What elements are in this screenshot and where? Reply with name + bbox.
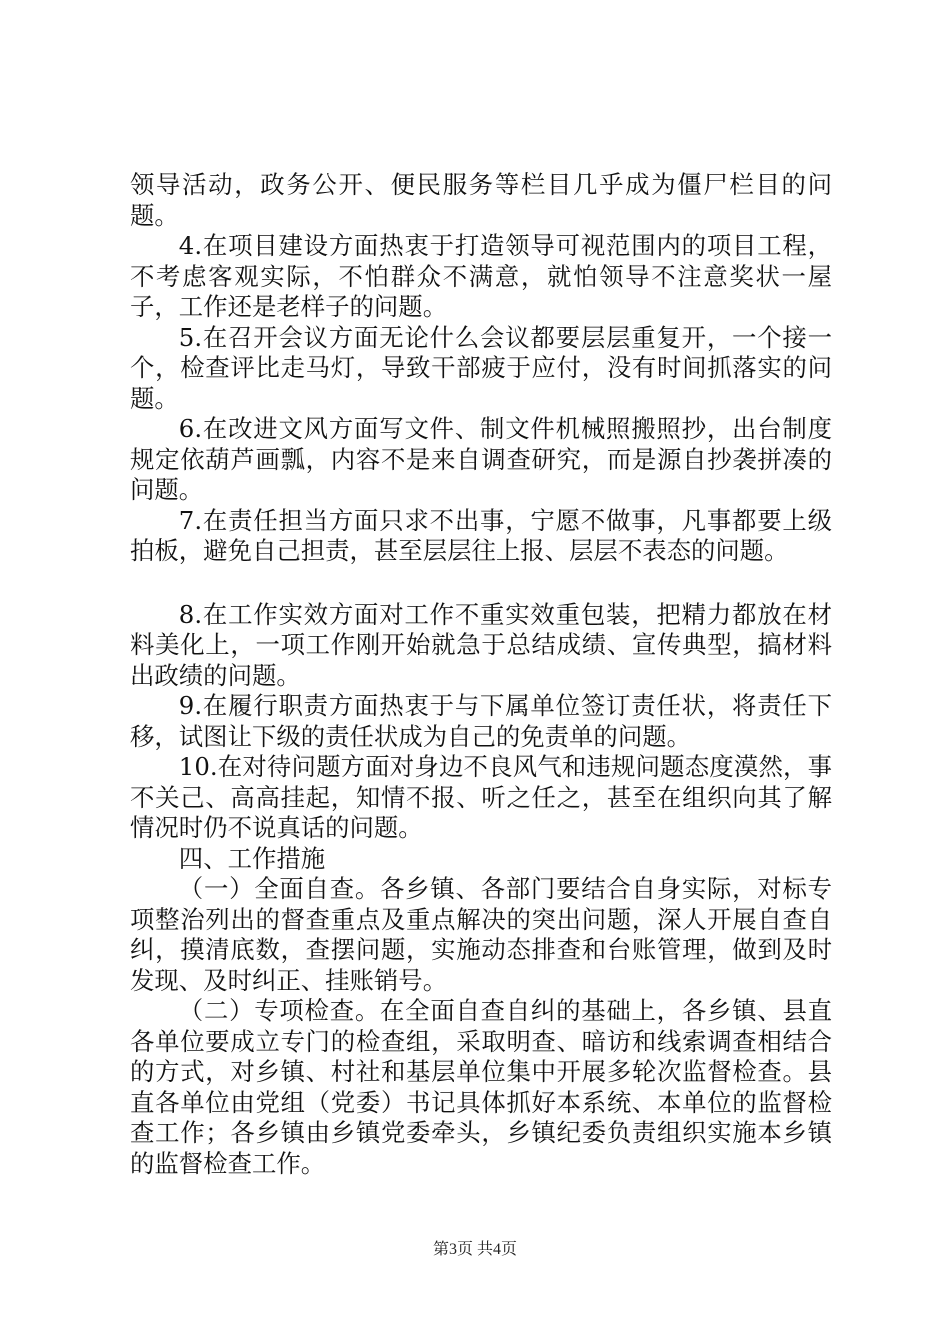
section-heading-work-measures: 四、工作措施 xyxy=(178,843,326,873)
paragraph-item-7: 7.在责任担当方面只求不出事，宁愿不做事，凡事都要上级拍板，避免自己担责，甚至层层往上报、层层不表态的问题。 xyxy=(130,505,832,565)
paragraph-item-6: 6.在改进文风方面写文件、制文件机械照搬照抄，出台制度规定依葫芦画瓢，内容不是来自调查研究，而是源自抄袭拼凑的问题。 xyxy=(130,414,832,504)
document-body xyxy=(130,170,832,1179)
paragraph-item-10: 10.在对待问题方面对身边不良风气和违规问题态度漠然，事不关己、高高挂起，知情不报、听之任之，甚至在组织向其了解情况时仍不说真话的问题。 xyxy=(130,752,832,842)
paragraph-special-inspection: （二）专项检查。在全面自查自纠的基础上，各乡镇、县直各单位要成立专门的检查组，采取明查、暗访和线索调查相结合的方式，对乡镇、村社和基层单位集中开展多轮次监督检查。县直各单位由党组（党委）书记具体抓好本系统、本单位的监督检查工作；各乡镇由乡镇党委牵头，乡镇纪委负责组织实施本乡镇的监督检查工作。 xyxy=(130,996,832,1178)
paragraph-continuation: 领导活动，政务公开、便民服务等栏目几乎成为僵尸栏目的问题。 xyxy=(130,170,832,230)
paragraph-item-5: 5.在召开会议方面无论什么会议都要层层重复开，一个接一个，检查评比走马灯，导致干部疲于应付，没有时间抓落实的问题。 xyxy=(130,322,832,413)
paragraph-self-inspection: （一）全面自查。各乡镇、各部门要结合自身实际，对标专项整治列出的督查重点及重点解决的突出问题，深人开展自查自纠，摸清底数，查摆问题，实施动态排查和台账管理，做到及时发现、及时纠正、挂账销号。 xyxy=(130,874,832,995)
paragraph-item-8: 8.在工作实效方面对工作不重实效重包装，把精力都放在材料美化上，一项工作刚开始就急于总结成绩、宣传典型，搞材料出政绩的问题。 xyxy=(130,599,832,690)
page-footer: 第3页 共4页 xyxy=(432,1241,517,1258)
paragraph-item-4: 4.在项目建设方面热衷于打造领导可视范围内的项目工程，不考虑客观实际，不怕群众不满意，就怕领导不注意奖状一屋子，工作还是老样子的问题。 xyxy=(130,231,832,321)
paragraph-item-9: 9.在履行职责方面热衷于与下属单位签订责任状，将责任下移，试图让下级的责任状成为自己的免责单的问题。 xyxy=(130,691,832,751)
